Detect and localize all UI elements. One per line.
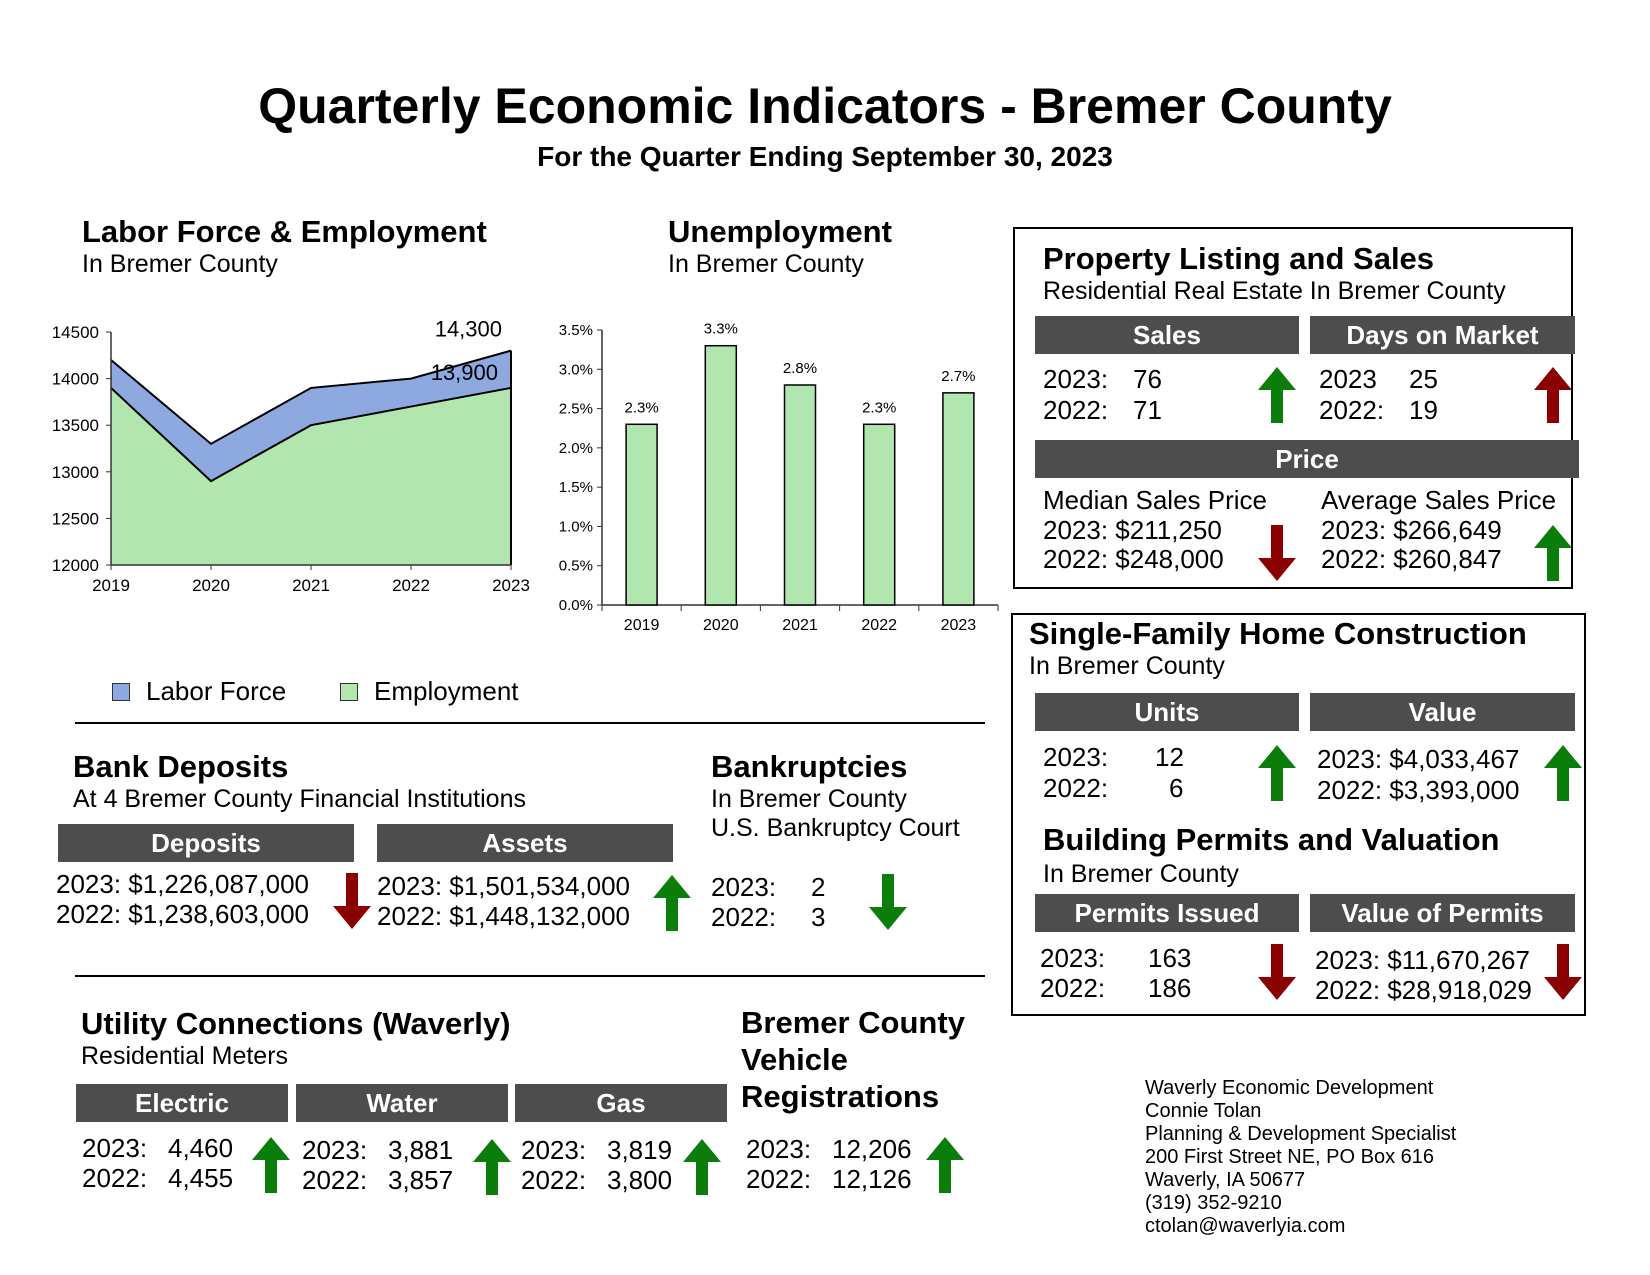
price-header: Price [1035,440,1579,478]
utility-title: Utility Connections (Waverly) [81,1006,511,1041]
assets-2022: 2022: $1,448,132,000 [377,901,631,931]
y-tick-label: 2.0% [558,439,593,457]
sales-2022: 2022: 71 [1043,395,1162,425]
arrow-up-shape [252,1137,290,1193]
gas-header: Gas [515,1084,727,1122]
permits-2023: 2023: 163 [1040,943,1192,973]
property-subtitle: Residential Real Estate In Bremer County [1043,277,1506,305]
dom-up-arrow-icon [1533,366,1573,424]
divider-top [75,722,985,724]
data-label-2021: 2.8% [782,360,818,377]
x-tick-label: 2019 [623,617,660,634]
bankruptcies-2023: 2023: 2 [711,872,826,902]
arrow-down-shape [1258,944,1296,1000]
electric-up-arrow-icon [251,1136,291,1194]
units-2022: 2022: 6 [1043,773,1184,803]
annotation-labor-force: 14,300 [434,316,502,342]
permits-2022: 2022: 186 [1040,973,1192,1003]
avg-price-up-arrow-icon [1533,524,1573,582]
permits-issued-header: Permits Issued [1035,894,1299,932]
gas-2022: 2022: 3,800 [521,1165,673,1195]
y-tick-label: 0.5% [558,557,593,575]
bar-2022 [864,424,895,605]
median-price-down-arrow-icon [1257,524,1297,582]
y-tick-label: 14000 [51,369,99,389]
sales-up-arrow-icon [1257,366,1297,424]
contact-address: 200 First Street NE, PO Box 616 [1145,1146,1435,1168]
y-tick-label: 3.0% [558,361,593,379]
legend-labor-force [112,676,286,707]
labor-force-chart [30,305,540,645]
vehicle-up-arrow-icon [925,1136,965,1194]
data-label-2019: 2.3% [624,399,659,417]
water-2022: 2022: 3,857 [302,1165,454,1195]
bar-2023 [943,393,974,605]
unemployment-subtitle: In Bremer County [668,250,864,278]
bank-subtitle: At 4 Bremer County Financial Institutions [73,785,526,813]
bankruptcies-subtitle: In Bremer County [711,785,907,813]
arrow-up-shape [1544,745,1582,801]
permits-down-arrow-icon [1257,943,1297,1001]
gas-2023: 2023: 3,819 [521,1135,673,1165]
legend-employment [340,676,519,707]
x-tick-label: 2023 [492,576,530,595]
sales-header: Sales [1035,316,1299,354]
data-label-2020: 3.3% [703,320,738,338]
arrow-up-shape [1258,367,1296,423]
x-tick-label: 2019 [92,576,130,595]
annotation-employment: 13,900 [430,359,498,385]
contact-name: Connie Tolan [1145,1100,1262,1122]
data-label-2022: 2.3% [862,399,897,417]
vehicle-2022: 2022: 12,126 [746,1164,912,1194]
deposits-2022: 2022: $1,238,603,000 [56,899,310,929]
water-header: Water [296,1084,508,1122]
arrow-down-shape [869,874,907,930]
vpermits-2023: 2023: $11,670,267 [1315,945,1530,975]
unemployment-chart [540,315,1000,645]
page-title: Quarterly Economic Indicators - Bremer County [258,78,1392,134]
bar-2021 [785,385,816,605]
bank-title: Bank Deposits [73,749,289,784]
divider-bottom [75,975,985,977]
contact-role: Planning & Development Specialist [1145,1123,1457,1145]
arrow-down-shape [333,873,371,929]
deposits-header: Deposits [58,824,354,862]
contact-city: Waverly, IA 50677 [1145,1169,1306,1191]
construction-subtitle: In Bremer County [1029,652,1225,680]
vehicle-title-line3: Registrations [741,1079,940,1114]
legend-swatch-employment [340,683,358,701]
contact-org: Waverly Economic Development [1145,1077,1434,1099]
dom-2023: 2023 25 [1319,364,1438,394]
days-on-market-header: Days on Market [1310,316,1575,354]
legend-label-labor: Labor Force [146,676,287,706]
legend-swatch-labor [112,683,130,701]
units-header: Units [1035,693,1299,731]
value-header: Value [1310,693,1575,731]
units-2023: 2023: 12 [1043,742,1184,772]
bankruptcies-court: U.S. Bankruptcy Court [711,814,960,842]
legend-label-employment: Employment [374,676,519,706]
arrow-up-shape [1534,367,1572,423]
vehicle-title-line1: Bremer County [741,1005,965,1040]
deposits-2023: 2023: $1,226,087,000 [56,869,310,899]
electric-header: Electric [76,1084,288,1122]
vehicle-2023: 2023: 12,206 [746,1134,912,1164]
data-label-2023: 2.7% [941,367,976,385]
labor-subtitle: In Bremer County [82,250,278,278]
permits-title: Building Permits and Valuation [1043,822,1500,857]
median-price-2023: 2023: $211,250 [1043,515,1222,545]
assets-header: Assets [377,824,673,862]
x-tick-label: 2023 [940,617,977,634]
value-2022: 2022: $3,393,000 [1317,775,1520,805]
x-tick-label: 2020 [192,576,230,595]
assets-2023: 2023: $1,501,534,000 [377,871,631,901]
arrow-up-shape [683,1139,721,1195]
y-tick-label: 13000 [51,462,99,482]
arrow-up-shape [653,875,691,931]
page-subtitle: For the Quarter Ending September 30, 2023 [537,141,1113,172]
y-tick-label: 1.5% [558,479,593,497]
vpermits-2022: 2022: $28,918,029 [1315,975,1532,1005]
contact-email[interactable]: ctolan@waverlyia.com [1145,1215,1346,1237]
arrow-down-shape [1258,525,1296,581]
y-tick-label: 14500 [51,323,99,342]
avg-price-label: Average Sales Price [1321,485,1557,515]
x-tick-label: 2022 [861,617,897,634]
utility-subtitle: Residential Meters [81,1042,289,1070]
arrow-up-shape [1534,525,1572,581]
y-tick-label: 2.5% [558,400,593,418]
x-tick-label: 2021 [782,617,818,634]
dom-2022: 2022: 19 [1319,395,1438,425]
avg-price-2023: 2023: $266,649 [1321,515,1502,545]
bankruptcies-down-arrow-icon [868,873,908,931]
water-up-arrow-icon [472,1138,512,1196]
x-tick-label: 2021 [292,576,330,595]
unemployment-title: Unemployment [668,214,892,249]
x-tick-label: 2020 [703,617,739,634]
sales-2023: 2023: 76 [1043,364,1162,394]
arrow-up-shape [473,1139,511,1195]
x-tick-label: 2022 [392,576,430,595]
deposits-down-arrow-icon [332,872,372,930]
construction-title: Single-Family Home Construction [1029,616,1527,651]
contact-block [1145,1077,1456,1238]
avg-price-2022: 2022: $260,847 [1321,544,1502,574]
bar-2019 [626,424,657,605]
median-price-2022: 2022: $248,000 [1043,544,1224,574]
electric-2023: 2023: 4,460 [82,1133,234,1163]
y-tick-label: 12000 [51,556,99,575]
arrow-down-shape [1544,944,1582,1000]
labor-title: Labor Force & Employment [82,214,487,249]
property-title: Property Listing and Sales [1043,241,1435,276]
arrow-up-shape [1258,745,1296,801]
y-tick-label: 13500 [51,416,99,436]
value-2023: 2023: $4,033,467 [1317,744,1520,774]
median-price-label: Median Sales Price [1043,485,1267,515]
bankruptcies-2022: 2022: 3 [711,902,826,932]
vpermits-down-arrow-icon [1543,943,1583,1001]
electric-2022: 2022: 4,455 [82,1163,234,1193]
water-2023: 2023: 3,881 [302,1135,454,1165]
contact-phone: (319) 352-9210 [1145,1192,1282,1214]
y-tick-label: 12500 [51,509,99,529]
bankruptcies-title: Bankruptcies [711,749,908,784]
value-of-permits-header: Value of Permits [1310,894,1575,932]
arrow-up-shape [926,1137,964,1193]
units-up-arrow-icon [1257,744,1297,802]
bar-2020 [705,346,736,605]
gas-up-arrow-icon [682,1138,722,1196]
vehicle-title-line2: Vehicle [741,1042,848,1077]
value-up-arrow-icon [1543,744,1583,802]
y-tick-label: 0.0% [558,597,593,614]
assets-up-arrow-icon [652,874,692,932]
permits-subtitle: In Bremer County [1043,860,1239,888]
y-tick-label: 3.5% [558,322,593,339]
y-tick-label: 1.0% [558,518,593,536]
